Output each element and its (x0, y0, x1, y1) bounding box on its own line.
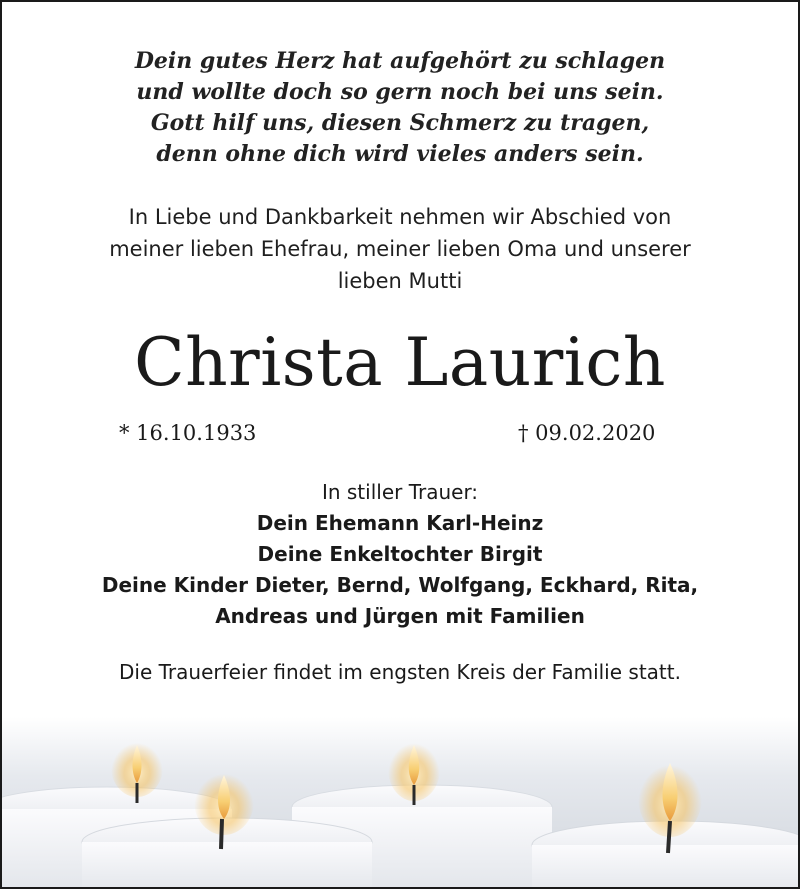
poem-line: denn ohne dich wird vieles anders sein. (156, 141, 644, 167)
deceased-name: Christa Laurich (134, 324, 666, 401)
mourner-line: Andreas und Jürgen mit Familien (215, 604, 585, 628)
mourners-block (2, 477, 798, 632)
poem-line: und wollte doch so gern noch bei uns sein. (136, 79, 664, 105)
candles-photo (2, 717, 798, 887)
mourner-line: Deine Enkeltochter Birgit (257, 542, 543, 566)
funeral-note: Die Trauerfeier findet im engsten Kreis der Familie statt. (119, 660, 681, 684)
poem-line: Gott hilf uns, diesen Schmerz zu tragen, (150, 110, 650, 136)
intro-line: In Liebe und Dankbarkeit nehmen wir Abschied von (128, 205, 672, 229)
mourner-line: Dein Ehemann Karl-Heinz (256, 511, 544, 535)
intro-line: lieben Mutti (337, 269, 463, 293)
poem-line: Dein gutes Herz hat aufgehört zu schlagen (134, 48, 666, 74)
intro-line: meiner lieben Ehefrau, meiner lieben Oma und unserer (109, 237, 691, 261)
farewell-intro (42, 201, 758, 297)
mourners-heading: In stiller Trauer: (321, 480, 479, 504)
memorial-poem (2, 46, 798, 170)
birth-date: * 16.10.1933 (119, 421, 257, 445)
mourner-line: Deine Kinder Dieter, Bernd, Wolfgang, Eckhard, Rita, (101, 573, 699, 597)
death-date: † 09.02.2020 (518, 421, 656, 445)
